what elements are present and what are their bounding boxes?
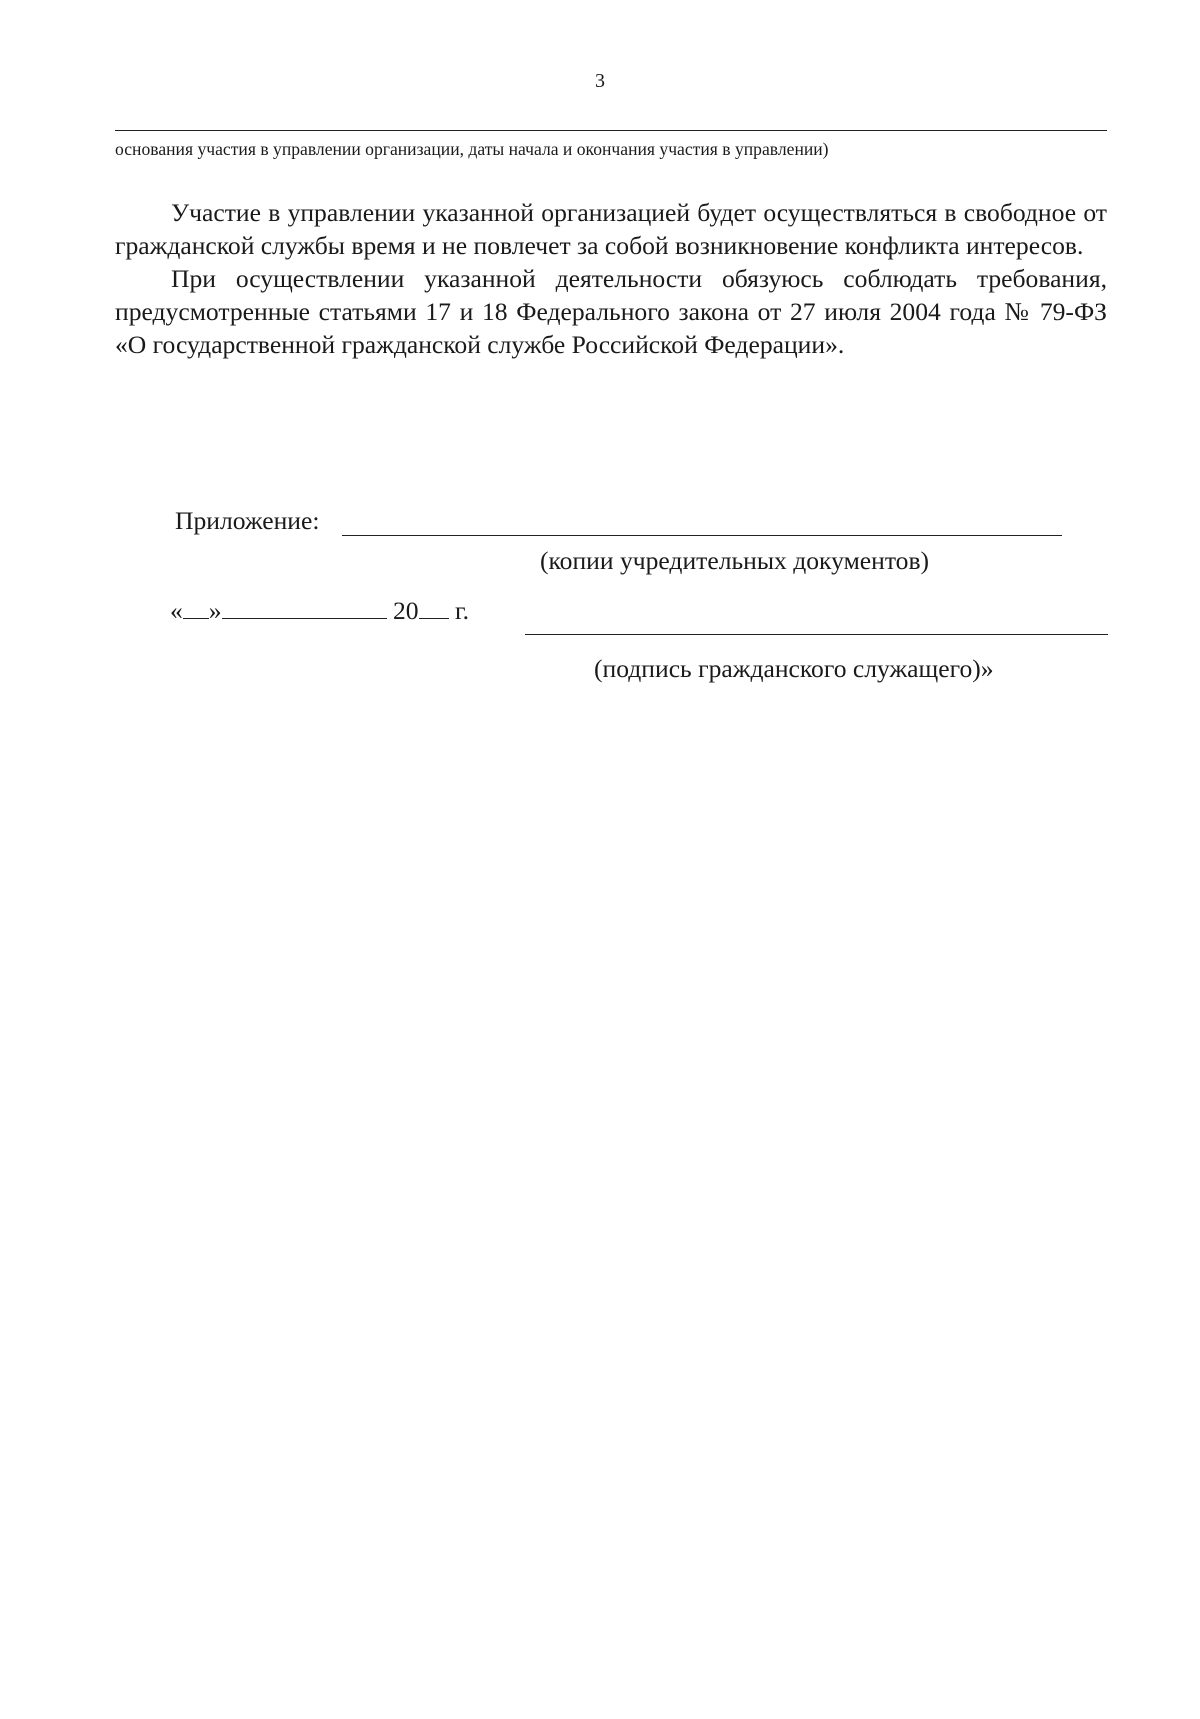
rule-caption: основания участия в управлении организации, даты начала и окончания участия в управлении) — [115, 139, 829, 159]
attachment-caption: (копии учредительных документов) — [540, 546, 930, 575]
month-blank — [222, 596, 387, 619]
attachment-row — [175, 506, 319, 536]
top-rule — [115, 130, 1107, 131]
attachment-label: Приложение: — [175, 506, 320, 535]
year-prefix: 20 — [393, 596, 419, 625]
paragraph-participation: Участие в управлении указанной организацией будет осуществляться в свободное от гражданской службы время и не повлечет за собой возникновение конфликта интересов. — [115, 198, 1107, 260]
page-number: 3 — [595, 70, 605, 92]
attachment-blank-line — [342, 535, 1062, 536]
date-open-quote: « — [170, 596, 183, 625]
signature-blank-line — [525, 634, 1108, 635]
body-text — [115, 196, 1107, 361]
date-row — [170, 596, 469, 626]
date-close-quote: » — [208, 596, 222, 625]
year-blank — [419, 596, 449, 619]
day-blank — [183, 596, 209, 619]
year-suffix: г. — [455, 596, 470, 625]
signature-caption: (подпись гражданского служащего)» — [594, 654, 994, 683]
paragraph-obligation: При осуществлении указанной деятельности обязуюсь соблюдать требования, предусмотренные статьями 17 и 18 Федерального закона от 27 июля 2004 года № 79-ФЗ «О государственной гражданской службе Российской Федерации». — [115, 264, 1107, 359]
